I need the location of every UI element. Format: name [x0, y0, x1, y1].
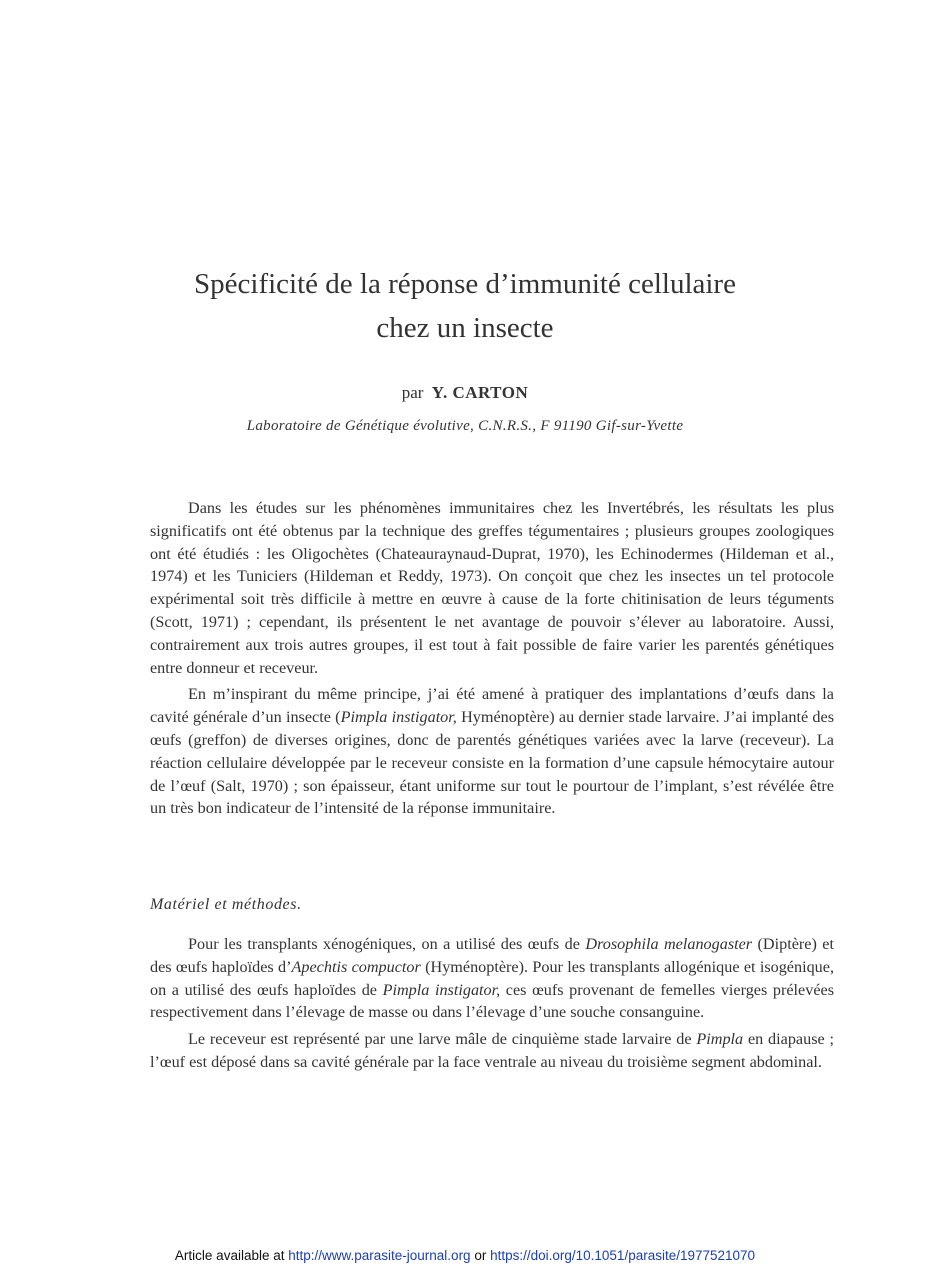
footer-availability: [0, 1248, 930, 1263]
species-name: Pimpla instigator,: [382, 980, 501, 999]
doi-link[interactable]: https://doi.org/10.1051/parasite/1977521070: [490, 1248, 756, 1263]
journal-link[interactable]: http://www.parasite-journal.org: [288, 1248, 471, 1263]
species-name: Pimpla instigator,: [340, 708, 457, 727]
species-name: Apechtis compuctor: [291, 957, 421, 976]
title-line-2: chez un insecte: [376, 312, 554, 344]
text-run: (Diptère) et des œufs haploïdes d’: [150, 935, 834, 976]
text-run: (Hyménoptère). Pour les transplants allogénique et isogénique, on a utilisé des œufs haploïdes de: [150, 957, 834, 999]
text-run: en diapause ; l’œuf est déposé dans sa cavité générale par la face ventrale au niveau du troisième segment abdominal.: [150, 1030, 834, 1071]
text-run: En m’inspirant du même principe, j’ai été amené à pratiquer des implantations d’œufs dans la cavité générale d’un insecte (: [150, 685, 834, 727]
section-heading-methods: Matériel et méthodes.: [150, 896, 302, 913]
footer-prefix: Article available at: [174, 1248, 289, 1263]
author-name: Y. CARTON: [431, 383, 529, 402]
intro-paragraph-1: Dans les études sur les phénomènes immunitaires chez les Invertébrés, les résultats les plus significatifs ont été obtenus par la technique des greffes tégumentaires ; plusieurs groupes zoologiques ont été étudiés : les Oligochètes (Chateauraynaud-Duprat, 1970), les Echinodermes (Hildeman et al., 1974) et les Tuniciers (Hildeman et Reddy, 1973). On conçoit que chez les insectes un tel protocole expérimental soit très difficile à mettre en œuvre à cause de la forte chitinisation de leurs téguments (Scott, 1971) ; cependant, ils présentent le net avantage de pouvoir s’élever au laboratoire. Aussi, contrairement aux trois autres groupes, il est tout à fait possible de faire varier les parentés génétiques entre donneur et receveur.: [150, 499, 834, 677]
text-run: Le receveur est représenté par une larve mâle de cinquième stade larvaire de: [188, 1030, 697, 1049]
methods-section: [150, 933, 834, 1078]
byline-prefix: par: [401, 383, 424, 402]
introduction-section: [150, 497, 834, 824]
species-name: Pimpla: [696, 1030, 744, 1049]
title-line-1: Spécificité de la réponse d’immunité cellulaire: [194, 268, 736, 300]
intro-paragraph-2: [150, 683, 834, 820]
species-name: Drosophila melanogaster: [585, 935, 753, 953]
author-affiliation: Laboratoire de Génétique évolutive, C.N.R.S., F 91190 Gif-sur-Yvette: [246, 418, 684, 434]
article-title: [0, 262, 930, 350]
text-run: Hyménoptère) au dernier stade larvaire. J’ai implanté des œufs (greffon) de diverses origines, donc de parentés génétiques variées avec la larve (receveur). La réaction cellulaire développée par le receveur consiste en la formation d’une capsule hémocytaire autour de l’œuf (Salt, 1970) ; son épaisseur, étant uniforme sur tout le pourtour de l’implant, s’est révélée être un très bon indicateur de l’intensité de la réponse immunitaire.: [150, 708, 834, 818]
byline: [0, 383, 930, 403]
text-run: ces œufs provenant de femelles vierges prélevées respectivement dans l’élevage de masse ou dans l’élevage d’une souche consanguine.: [150, 980, 835, 1022]
methods-paragraph-1: [150, 933, 834, 1024]
footer-separator: or: [470, 1248, 491, 1263]
methods-paragraph-2: [150, 1028, 834, 1074]
text-run: Pour les transplants xénogéniques, on a utilisé des œufs de: [188, 935, 586, 953]
